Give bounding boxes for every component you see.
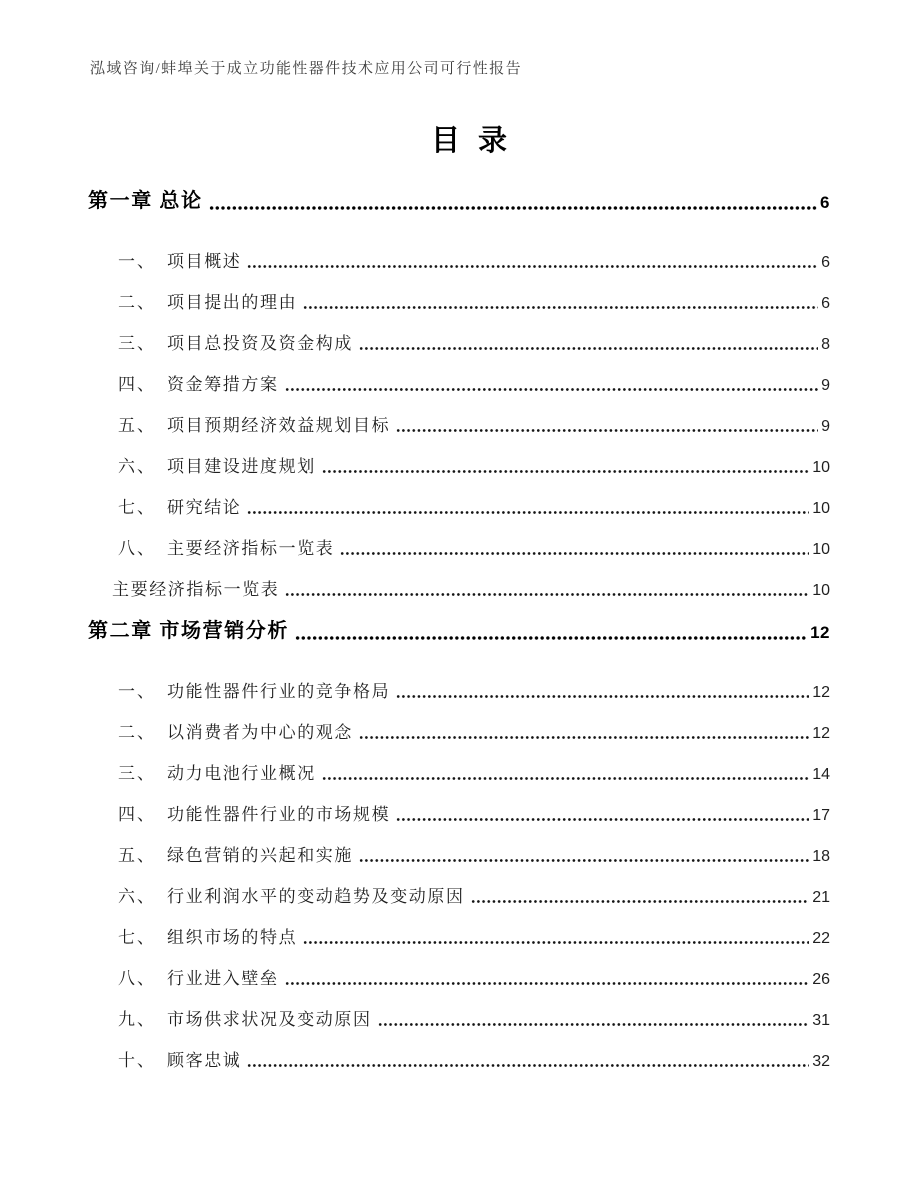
toc-item-label: 资金筹措方案 [167,375,279,394]
toc-item-number: 八、 [118,969,156,988]
toc-item-label: 功能性器件行业的市场规模 [167,805,391,824]
toc-item-label: 项目建设进度规划 [167,457,316,476]
dot-leader [247,264,818,269]
toc-item-row[interactable] [88,833,830,874]
toc-item-row[interactable] [88,526,830,567]
table-of-contents [88,180,830,1079]
dot-leader [295,635,807,641]
toc-item-number: 一、 [118,682,156,701]
dot-leader [359,858,809,863]
toc-page-number: 10 [812,582,830,599]
toc-item-row[interactable] [88,915,830,956]
toc-page-number: 6 [820,193,830,212]
toc-item-row[interactable] [88,669,830,710]
dot-leader [322,776,809,781]
toc-page-number: 12 [810,623,830,642]
dot-leader [247,1063,809,1068]
toc-item-number: 三、 [118,764,156,783]
toc-item-row[interactable] [88,444,830,485]
toc-item-row[interactable] [88,362,830,403]
toc-item-label: 市场供求状况及变动原因 [167,1010,372,1029]
toc-item-number: 三、 [118,334,156,353]
toc-item-number: 二、 [118,293,156,312]
dot-leader [471,899,810,904]
toc-page-number: 10 [812,500,830,517]
toc-item-label: 主要经济指标一览表 [112,580,280,599]
dot-leader [247,510,809,515]
dot-leader [396,428,818,433]
toc-item-label: 绿色营销的兴起和实施 [167,846,353,865]
toc-item-row[interactable] [88,956,830,997]
toc-page-number: 21 [812,889,830,906]
toc-page-number: 6 [821,254,830,271]
toc-page-number: 10 [812,459,830,476]
toc-chapter-row[interactable] [88,180,830,221]
toc-page-number: 9 [821,418,830,435]
toc-page-number: 22 [812,930,830,947]
dot-leader [359,346,818,351]
toc-item-number: 六、 [118,457,156,476]
toc-item-row[interactable] [88,321,830,362]
dot-leader [209,205,817,211]
toc-page-number: 26 [812,971,830,988]
toc-item-number: 四、 [118,375,156,394]
toc-item-number: 七、 [118,498,156,517]
toc-item-number: 八、 [118,539,156,558]
dot-leader [285,981,810,986]
toc-item-label: 顾客忠诚 [167,1051,242,1070]
toc-item-number: 七、 [118,928,156,947]
toc-item-number: 一、 [118,252,156,271]
toc-item-label: 项目概述 [167,252,242,271]
dot-leader [340,551,809,556]
toc-item-label: 以消费者为中心的观念 [167,723,353,742]
toc-item-row[interactable] [88,710,830,751]
toc-item-row[interactable] [88,280,830,321]
toc-item-number: 五、 [118,846,156,865]
toc-chapter-label: 第二章 市场营销分析 [88,620,289,642]
dot-leader [396,694,809,699]
document-header: 泓域咨询/蚌埠关于成立功能性器件技术应用公司可行性报告 [90,61,522,77]
toc-item-row[interactable] [88,1038,830,1079]
toc-item-number: 二、 [118,723,156,742]
toc-item-label: 项目提出的理由 [167,293,298,312]
toc-page-number: 31 [812,1012,830,1029]
toc-page-number: 12 [812,725,830,742]
toc-page-number: 18 [812,848,830,865]
toc-item-label: 主要经济指标一览表 [167,539,335,558]
toc-page-number: 10 [812,541,830,558]
toc-chapter [88,180,830,608]
dot-leader [378,1022,810,1027]
dot-leader [322,469,809,474]
toc-item-label: 研究结论 [167,498,242,517]
toc-item-label: 行业进入壁垒 [167,969,279,988]
toc-item-number: 十、 [118,1051,156,1070]
toc-chapter [88,610,830,1079]
page-title: 目录 [430,125,525,157]
toc-page-number: 9 [821,377,830,394]
toc-item-label: 项目预期经济效益规划目标 [167,416,391,435]
toc-item-row[interactable] [88,874,830,915]
dot-leader [396,817,809,822]
toc-chapter-row[interactable] [88,610,830,651]
toc-chapter-items [88,239,830,608]
toc-item-number: 九、 [118,1010,156,1029]
toc-item-number: 六、 [118,887,156,906]
toc-item-row[interactable] [88,751,830,792]
toc-item-row[interactable] [88,403,830,444]
toc-item-label: 行业利润水平的变动趋势及变动原因 [167,887,465,906]
dot-leader [303,305,818,310]
toc-item-row[interactable] [88,239,830,280]
toc-page-number: 14 [812,766,830,783]
toc-page-number: 6 [821,295,830,312]
toc-item-row[interactable] [88,997,830,1038]
dot-leader [359,735,809,740]
toc-item-row[interactable] [88,567,830,608]
toc-page-number: 32 [812,1053,830,1070]
toc-chapter-label: 第一章 总论 [88,190,203,212]
toc-item-label: 动力电池行业概况 [167,764,316,783]
dot-leader [285,592,809,597]
toc-item-label: 组织市场的特点 [167,928,298,947]
toc-page-number: 17 [812,807,830,824]
toc-item-number: 五、 [118,416,156,435]
toc-item-number: 四、 [118,805,156,824]
toc-item-label: 功能性器件行业的竞争格局 [167,682,391,701]
toc-page-number: 8 [821,336,830,353]
toc-item-label: 项目总投资及资金构成 [167,334,353,353]
toc-chapter-items [88,669,830,1079]
toc-item-row[interactable] [88,792,830,833]
toc-page-number: 12 [812,684,830,701]
dot-leader [285,387,818,392]
toc-item-row[interactable] [88,485,830,526]
dot-leader [303,940,809,945]
